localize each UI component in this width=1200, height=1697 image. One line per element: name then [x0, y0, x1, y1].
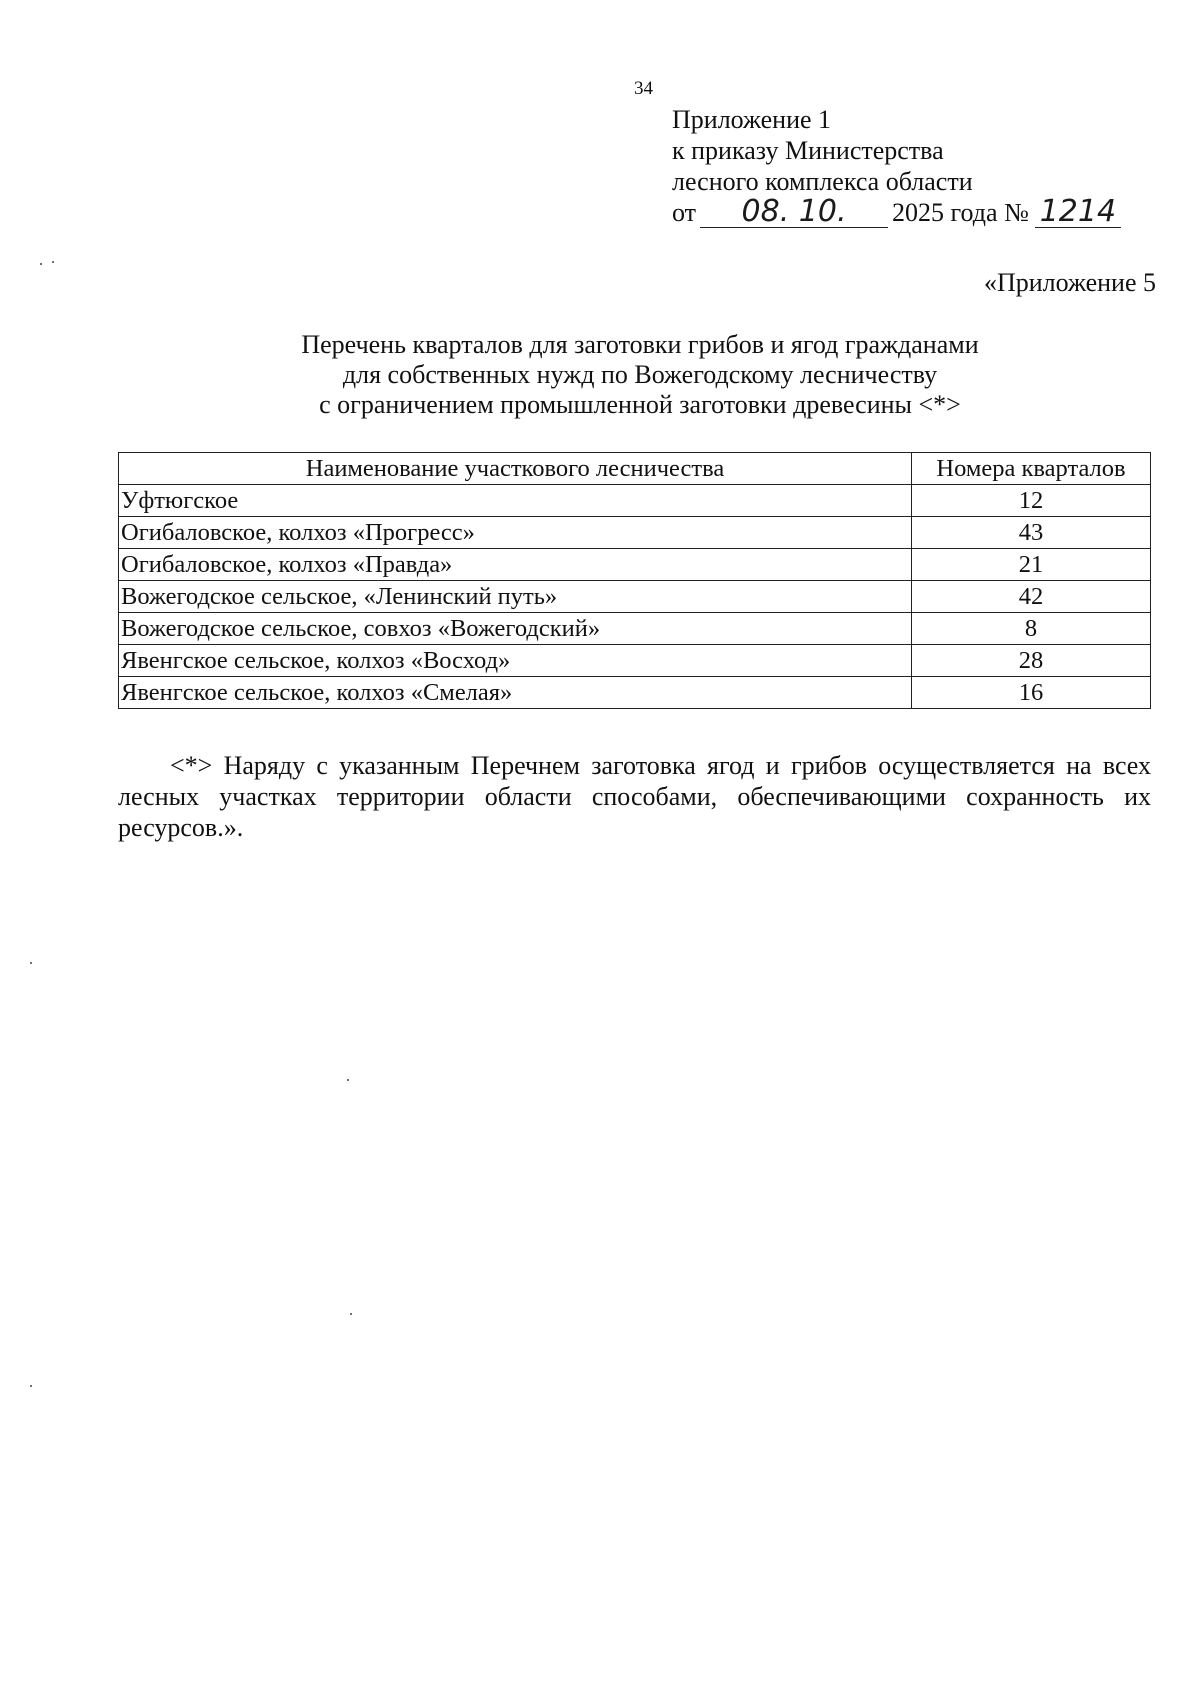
forestry-name: Вожегодское сельское, совхоз «Вожегодский»: [119, 613, 912, 645]
quarter-numbers: 28: [912, 645, 1151, 677]
title-line-2: для собственных нужд по Вожегодскому лесничеству: [342, 360, 938, 389]
table-row: [119, 677, 1151, 709]
scan-speck: [52, 261, 54, 263]
quarter-numbers: 42: [912, 581, 1151, 613]
scan-speck: [40, 263, 42, 265]
approval-date-line: [672, 194, 1121, 229]
approval-line-2: к приказу Министерства: [672, 136, 944, 165]
header-quarter-numbers: Номера кварталов: [912, 453, 1151, 485]
forestry-name: Огибаловское, колхоз «Правда»: [119, 549, 912, 581]
approval-line-3: лесного комплекса области: [672, 167, 973, 196]
title-line-3: с ограничением промышленной заготовки древесины <*>: [319, 390, 961, 419]
handwritten-order-number: 1214: [1035, 197, 1121, 228]
forestry-name: Явенгское сельское, колхоз «Восход»: [119, 645, 912, 677]
table-row: [119, 581, 1151, 613]
forestry-name: Огибаловское, колхоз «Прогресс»: [119, 517, 912, 549]
table-row: [119, 485, 1151, 517]
quarter-numbers: 43: [912, 517, 1151, 549]
approval-line-1: Приложение 1: [672, 105, 832, 134]
quarter-numbers: 12: [912, 485, 1151, 517]
scan-speck: [30, 1385, 32, 1387]
approval-block: [672, 104, 1121, 228]
appendix-reference: «Приложение 5: [983, 268, 1156, 297]
date-prefix: от: [672, 198, 697, 227]
table-header-row: [119, 453, 1151, 485]
header-forestry-name: Наименование участкового лесничества: [119, 453, 912, 485]
page-number: 34: [634, 78, 653, 99]
title-line-1: Перечень кварталов для заготовки грибов и ягод гражданами: [301, 330, 979, 359]
footnote: <*> Наряду с указанным Перечнем заготовка ягод и грибов осуществляется на всех лесных участках территории области способами, обеспечивающими сохранность их ресурсов.».: [118, 751, 1151, 842]
forestry-name: Уфтюгское: [119, 485, 912, 517]
scan-speck: [30, 962, 32, 964]
quarters-table: [118, 452, 1151, 709]
forestry-name: Явенгское сельское, колхоз «Смелая»: [119, 677, 912, 709]
quarter-numbers: 21: [912, 549, 1151, 581]
scan-speck: [350, 1313, 352, 1315]
document-title: [190, 330, 1090, 420]
year-text: 2025 года №: [892, 198, 1029, 227]
table-row: [119, 645, 1151, 677]
forestry-name: Вожегодское сельское, «Ленинский путь»: [119, 581, 912, 613]
scan-speck: [347, 1079, 349, 1081]
handwritten-date: 08. 10.: [700, 197, 888, 228]
table-row: [119, 517, 1151, 549]
quarter-numbers: 16: [912, 677, 1151, 709]
table-row: [119, 549, 1151, 581]
quarter-numbers: 8: [912, 613, 1151, 645]
table-row: [119, 613, 1151, 645]
